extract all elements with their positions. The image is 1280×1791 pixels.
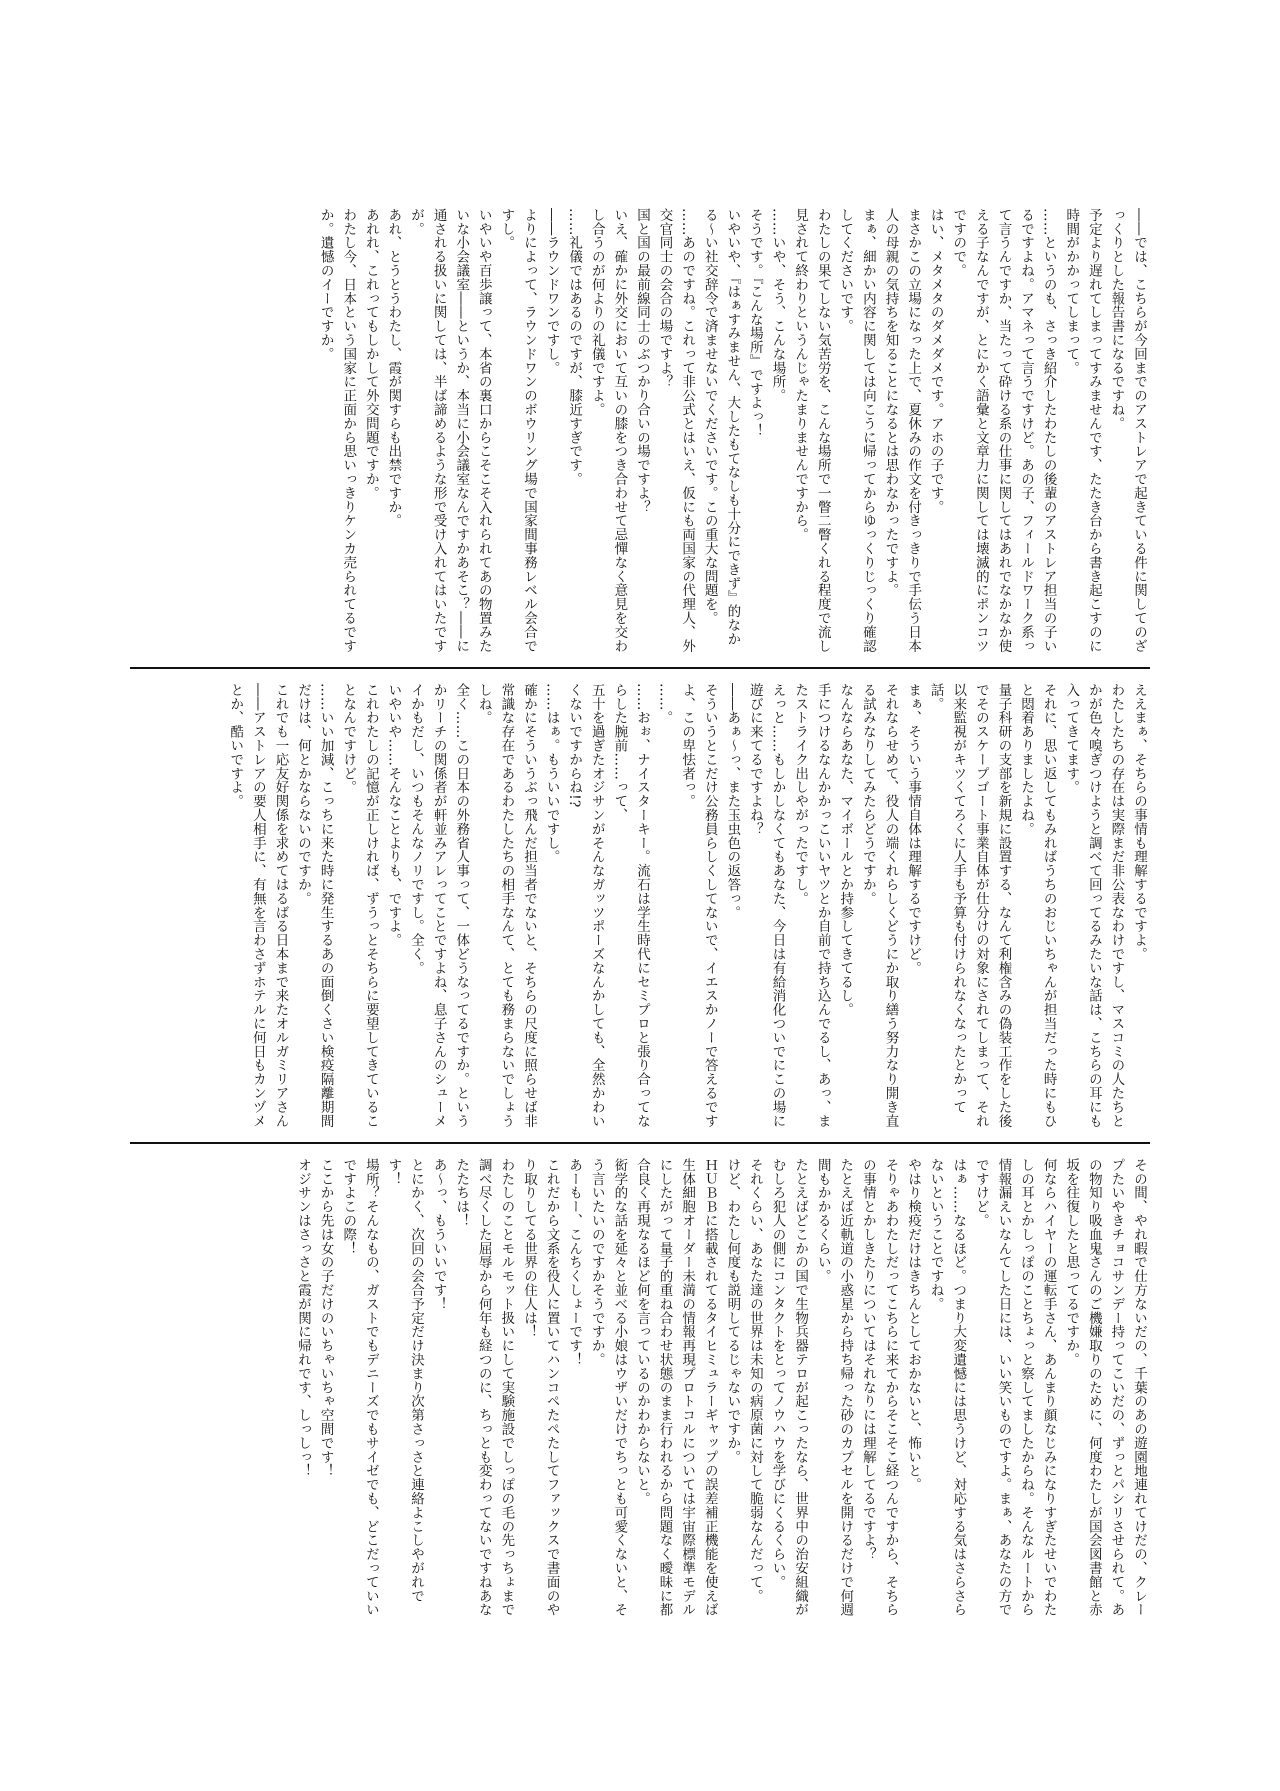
text-section-1 <box>140 208 1150 658</box>
paragraph: 国と国の最前線同士のぶつかり合いの場ですよ？ <box>633 208 650 514</box>
paragraph: わたしたちの存在は実際まだ非公表なわけですし、マスコミの人たちとかが色々嗅ぎつけようと調べて回ってるみたいな話は、こちらの耳にも入ってきてます。 <box>1063 683 1125 1128</box>
section-divider <box>130 1142 1150 1144</box>
paragraph: ここから先は女の子だけのいちゃいちゃ空間です！ <box>317 1158 334 1478</box>
paragraph: ＨＵＢＢに搭載されてるタイヒミュラーギャップの誤差補正機能を使えば生体細胞オーダー未満の情報再現プロトコルについては宇宙際標準モデルにしたがって量子的重ね合わせ状態のまま行われるから問題なく曖昧に都合良く再現なるほど何を言っているのかわからないと。 <box>633 1158 718 1617</box>
section-divider <box>130 667 1150 669</box>
paragraph: その間、やれ暇で仕方ないだの、千葉のあの遊園地連れてけだの、クレープたいやきチョコサンデー持ってこいだの、ずっとパシリさせられて。あの物知り吸血鬼さんのご機嫌取りのために、何度わたしが国会図書館と赤坂を往復したと思ってるですか。 <box>1063 1158 1147 1617</box>
paragraph: あれ、とうとうわたし、霞が関すらも出禁ですか。 <box>385 208 402 528</box>
paragraph: 全く……この日本の外務省人事って、一体どうなってるですか。というかリーチの関係者が軒並みアレってことですよね、息子さんのシューメイかもだし、いつもそんなノリですし。全く。 <box>408 683 470 1128</box>
paragraph: えっと……もしかしなくてもあなた、今日は有給消化ついでにこの場に遊びに来てるですよね？ <box>746 683 786 1128</box>
paragraph: ――ラウンドワンですし。 <box>543 208 560 375</box>
paragraph: いやいや、『はぁすみません、大したもてなしも十分にできず』的なかる～い社交辞令で済ませないでくださいです。この重大な問題を。 <box>701 208 741 647</box>
paragraph: まぁ、細かい内容に関しては向こうに帰ってからゆっくりじっくり確認してくださいです。 <box>837 208 876 653</box>
paragraph: 衒学的な話を延々と並べる小娘はウザいだけでちっとも可愛くないと、そう言いたいのですかそうですか。 <box>588 1158 628 1617</box>
paragraph: いやいや百歩譲って、本省の裏口からこそこそ入れられてあの物置みたいな小会議室――というか、本当に小会議室なんですかあそこ？――に通される扱いに関しては、半ば諦めるような形で受け入れてはいたですが。 <box>408 208 492 653</box>
paragraph: あ～っ、もういいです！ <box>430 1158 447 1311</box>
paragraph: ……いや、そう、こんな場所。 <box>769 208 786 403</box>
paragraph: 予定より遅れてしまってすみませんです、たたき台から書き起こすのに時間がかかってしまって。 <box>1063 208 1102 653</box>
paragraph: 量子科研の支部を新規に設置する、なんて利権含みの偽装工作をした後でそのスケープゴート事業自体が仕分けの対象にされてしまって、それ以来監視がキツくてろくに人手も予算も付けられなくなったとかって話。 <box>927 683 1012 1128</box>
paragraph: これだから文系を役人に置いてハンコペたペたしてファックスで書面のやり取りしてる世界の住人は！ <box>520 1158 560 1617</box>
paragraph: 場所？そんなもの、ガストでもデニーズでもサイゼでも、どこだっていいですよこの際！ <box>340 1158 379 1617</box>
paragraph: そりゃあわたしだってこちらに来てからそこそこ経つんですから、そちらの事情とかしきたりについてはそれなりには理解してるですよ？ <box>859 1158 899 1617</box>
paragraph: それくらい、あなた達の世界は未知の病原菌に対して脆弱なんだって。 <box>746 1158 763 1603</box>
paragraph: オジサンはさっさと霞が関に帰れです、しっしっ！ <box>295 1158 312 1478</box>
paragraph: そういうとこだけ公務員らしくしてないで、イエスかノーで答えるですよ、この卑怯者っ。 <box>679 683 718 1128</box>
paragraph: ……あのですね。これって非公式とはいえ、仮にも両国家の代理人、外交官同士の会合の場ですよ？ <box>656 208 696 653</box>
paragraph: ……。 <box>656 683 673 725</box>
paragraph: いやいや……そんなことよりも、ですよ。 <box>385 683 402 948</box>
paragraph: これでも一応友好関係を求めてはるばる日本まで来たオルガミリアさん――アストレアの要人相手に、有無を言わさずホテルに何日もカンヅメとか、酷いですよ。 <box>227 683 289 1128</box>
paragraph: わたしの果てしない気苦労を、こんな場所で一瞥二瞥くれる程度で流し見されて終わりというんじゃたまりませんですから。 <box>792 208 831 653</box>
paragraph: ――では、こちらが今回までのアストレアで起きている件に関してのざっくりとした報告書になるですね。 <box>1108 208 1147 653</box>
paragraph: たとえば近軌道の小惑星から持ち帰った砂のカプセルを開けるだけで何週間もかかるくらい。 <box>814 1158 854 1617</box>
paragraph: ……おぉ、ナイスターキー。流石は学生時代にセミプロと張り合ってならした腕前……って、 <box>611 683 650 1128</box>
paragraph: あれれ、これってもしかして外交問題ですか。 <box>362 208 379 500</box>
paragraph: ……はぁ。もういいですし。 <box>543 683 560 864</box>
paragraph: これわたしの記憶が正しければ、ずうっとそちらに要望してきていることなんですけど。 <box>340 683 379 1128</box>
paragraph: よりによって、ラウンドワンのボウリング場で国家間事務レベル会合ですし。 <box>498 208 537 653</box>
paragraph: あーもー、こんちくしょーです！ <box>566 1158 583 1367</box>
paragraph: いえ、確かに外交において互いの膝をつき合わせて忌憚なく意見を交わし合うのが何よりの礼儀ですよ。 <box>588 208 628 653</box>
paragraph: けど、わたし何度も説明してるじゃないですか。 <box>724 1158 741 1464</box>
paragraph: わたし今、日本という国家に正面から思いっきりケンカ売られてるですか。遺憾のイーですか。 <box>317 208 357 653</box>
paragraph: とにかく、次回の会合予定だけ決まり次第さっさと連絡よこしやがれです！ <box>385 1158 424 1603</box>
paragraph: 手につけるなんかかっこいいヤツとか自前で持ち込んでるし、あっ、またストライク出しやがったですし。 <box>792 683 831 1128</box>
paragraph: やはり検疫だけはきちんとしておかないと、怖いと。 <box>905 1158 922 1492</box>
paragraph: それに、思い返してもみればうちのおじいちゃんが担当だった時にもひと悶着ありましたよね。 <box>1018 683 1057 1128</box>
paragraph: 五十を過ぎたオジサンがそんなガッツポーズなんかしても、全然かわいくないですからね!? <box>566 683 605 1128</box>
paragraph: わたしのことモルモット扱いにして実験施設でしっぽの毛の先っちょまで調べ尽くした屈辱から何年も経つのに、ちっとも変わってないですねあなたたちは！ <box>453 1158 515 1617</box>
paragraph: なんならあなた、マイボールとか持参してきてるし。 <box>837 683 854 1017</box>
paragraph: それならせめて、役人の端くれらしくどうにか取り繕う努力なり開き直る試みなりしてみたらどうですか。 <box>859 683 899 1128</box>
paragraph: はぁ……なるほど。つまり大変遺憾には思うけど、対応する気はさらさらないということですね。 <box>927 1158 967 1617</box>
paragraph: ええまぁ、そちらの事情も理解するですよ。 <box>1131 683 1147 961</box>
paragraph: ――あぁ～っ、また玉虫色の返答っ。 <box>724 683 741 920</box>
paragraph: たとえばどこかの国で生物兵器テロが起こったなら、世界中の治安組織がむしろ犯人の側にコンタクトをとってノウハウを学びにくるくらい。 <box>769 1158 809 1617</box>
paragraph: そうです。『こんな場所』ですよっ！ <box>746 208 763 438</box>
paragraph: まさかこの立場になった上で、夏休みの作文を付きっきりで手伝う日本人の母親の気持ちを知ることになるとは思わなかったですよ。 <box>882 208 922 653</box>
paragraph: 何ならハイヤーの運転手さん、あんまり顔なじみになりすぎたせいでわたしの耳とかしっぽのことちょっと察してましたからね。そんなルートから情報漏えいなんてした日には、いい笑いものですよ。まぁ、あなたの方でですけど。 <box>972 1158 1057 1617</box>
paragraph: ……というのも、さっき紹介したわたしの後輩のアストレア担当の子いるですよね。アマネって言うですけど。あの子、フィールドワーク系って言うんですか、当たって砕ける系の仕事に関してはあれでなかなか使える子なんですが、とにかく語彙と文章力に関しては壊滅的にポンコツですので。 <box>950 208 1057 653</box>
paragraph: はい、メタメタのダメダメです。アホの子です。 <box>927 208 944 514</box>
paragraph: まぁ、そういう事情自体は理解するですけど。 <box>905 683 922 975</box>
text-section-3 <box>140 1158 1150 1618</box>
paragraph: ……礼儀ではあるのですが、膝近すぎです。 <box>566 208 583 486</box>
text-section-2 <box>140 683 1150 1133</box>
paragraph: ……いい加減、こっちに来た時に発生するあの面倒くさい検疫隔離期間だけは、何とかならないのですか。 <box>295 683 334 1128</box>
paragraph: 確かにそういうぶっ飛んだ担当者でないと、そちらの尺度に照らせば非常識な存在であるわたしたちの相手なんて、とても務まらないでしょうしね。 <box>475 683 537 1128</box>
